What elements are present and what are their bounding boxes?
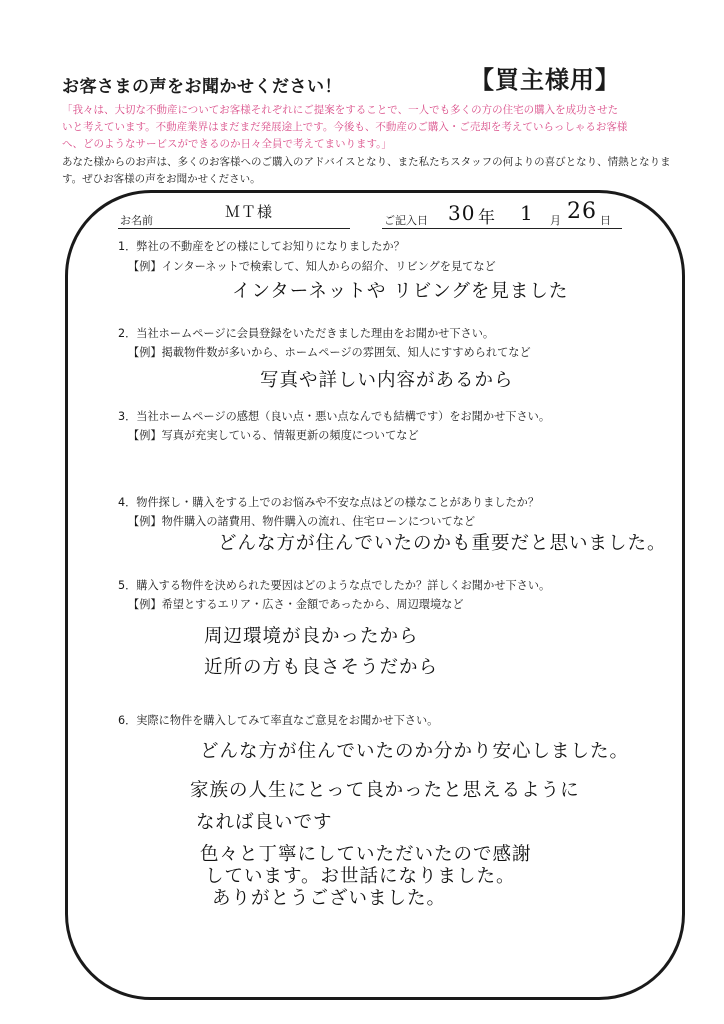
answer-6-line-5: しています。お世話になりました。 [205,866,516,887]
date-underline [382,228,622,229]
name-value: ＭＴ様 [225,203,274,221]
date-day-unit: 日 [600,214,611,227]
question-1: 1．弊社の不動産をどの様にしてお知りになりましたか？ [118,240,405,253]
question-3: 3．当社ホームページの感想（良い点・悪い点なんでも結構です）をお聞かせ下さい。 [118,410,551,423]
request-message [62,154,682,188]
answer-4-line-1: どんな方が住んでいたのかも重要だと思いました。 [218,533,667,554]
answer-2-line-1: 写真や詳しい内容があるから [260,370,514,391]
example-3: 【例】写真が充実している、情報更新の頻度についてなど [128,429,419,442]
date-month-value: 1 [520,201,534,225]
request-line: あなた様からのお声は、多くのお客様へのご購入のアドバイスとなり、また私たちスタッフの何よりの喜びとなり、情熱となりま [62,156,671,168]
date-year-value: 30 [448,201,476,225]
date-label: ご記入日 [384,214,428,227]
example-1: 【例】インターネットで検索して、知人からの紹介、リビングを見てなど [128,260,496,273]
buyer-badge: 【買主様用】 [470,66,620,94]
question-6: 6．実際に物件を購入してみて率直なご意見をお聞かせ下さい。 [118,714,439,727]
example-5: 【例】希望とするエリア・広さ・金額であったから、周辺環境など [128,598,464,611]
intro-line: へ、どのようなサービスができるのか日々全員で考えてまいります。」 [62,138,392,150]
answer-6-line-2: 家族の人生にとって良かったと思えるように [190,780,580,801]
name-label: お名前 [120,214,153,227]
example-4: 【例】物件購入の諸費用、物件購入の流れ、住宅ローンについてなど [128,515,476,528]
intro-message [62,102,682,153]
question-5: 5．購入する物件を決められた要因はどのような点でしたか？詳しくお聞かせ下さい。 [118,579,551,592]
question-4: 4．物件探し・購入をする上でのお悩みや不安な点はどの様なことがありましたか？ [118,496,540,509]
intro-line: いと考えています。不動産業界はまだまだ発展途上です。今後も、不動産のご購入・ご売却を考えていらっしゃるお客様 [62,121,628,133]
answer-5-line-1: 周辺環境が良かったから [204,626,419,647]
page-title: お客さまの声をお聞かせください！ [62,77,342,97]
answer-6-line-6: ありがとうございました。 [212,888,447,909]
request-line: す。ぜひお客様の声をお聞かせください。 [62,173,261,185]
answer-1-line-1: インターネットや リビングを見ました [232,281,569,302]
answer-5-line-2: 近所の方も良さそうだから [204,657,439,678]
intro-line: 「我々は、大切な不動産についてお客様それぞれにご提案をすることで、一人でも多くの方の住宅の購入を成功させた [62,104,619,116]
answer-6-line-4: 色々と丁寧にしていただいたので感謝 [200,844,532,865]
answer-6-line-1: どんな方が住んでいたのか分かり安心しました。 [200,741,630,762]
date-day-value: 26 [567,199,597,224]
date-year-unit: 年 [478,208,496,228]
question-2: 2．当社ホームページに会員登録をいただきました理由をお聞かせ下さい。 [118,327,495,340]
answer-6-line-3: なれば良いです [196,812,333,833]
date-month-unit: 月 [550,214,561,227]
name-underline [118,228,350,229]
example-2: 【例】掲載物件数が多いから、ホームページの雰囲気、知人にすすめられてなど [128,346,531,359]
